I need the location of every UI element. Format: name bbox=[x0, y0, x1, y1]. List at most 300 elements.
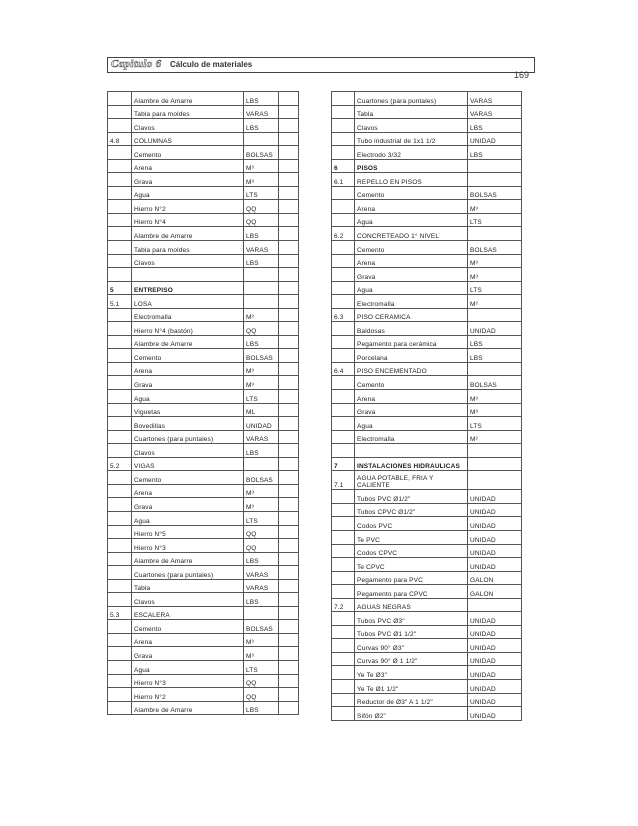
item-unit: UNIDAD bbox=[468, 530, 522, 544]
table-row bbox=[108, 92, 299, 106]
table-row bbox=[108, 254, 299, 268]
item-description: Clavos bbox=[132, 254, 244, 268]
item-description: Reductor de Ø3" A 1 1/2" bbox=[355, 693, 468, 707]
item-description: Curvas 90° Ø 1 1/2" bbox=[355, 652, 468, 666]
item-code bbox=[332, 693, 355, 707]
item-description: Grava bbox=[132, 376, 244, 390]
quantity-cell bbox=[279, 606, 299, 620]
item-description: Electromalla bbox=[132, 308, 244, 322]
item-code: 5.3 bbox=[108, 606, 132, 620]
table-row bbox=[332, 652, 522, 666]
item-description: Sifón Ø2" bbox=[355, 707, 468, 721]
table-row bbox=[108, 688, 299, 702]
quantity-cell bbox=[279, 132, 299, 146]
table-row bbox=[332, 666, 522, 680]
item-code bbox=[332, 200, 355, 214]
table-row bbox=[332, 105, 522, 119]
table-row bbox=[332, 530, 522, 544]
table-row bbox=[108, 376, 299, 390]
item-code bbox=[332, 390, 355, 404]
item-code bbox=[108, 173, 132, 187]
item-code bbox=[332, 625, 355, 639]
table-row bbox=[332, 693, 522, 707]
item-unit: LBS bbox=[468, 146, 522, 160]
table-row bbox=[332, 295, 522, 309]
table-row bbox=[108, 539, 299, 553]
item-unit: M³ bbox=[468, 403, 522, 417]
item-description: Tubos CPVC Ø1/2" bbox=[355, 503, 468, 517]
table-row bbox=[332, 132, 522, 146]
item-code: 4.8 bbox=[108, 132, 132, 146]
item-unit: GALON bbox=[468, 571, 522, 585]
item-description: PISO ENCEMENTADO bbox=[355, 362, 468, 376]
item-unit: UNIDAD bbox=[468, 652, 522, 666]
item-code bbox=[108, 593, 132, 607]
item-unit: UNIDAD bbox=[468, 490, 522, 504]
item-description: Agua bbox=[132, 660, 244, 674]
table-row bbox=[332, 213, 522, 227]
table-row bbox=[108, 105, 299, 119]
item-description: Pegamento para cerámica bbox=[355, 335, 468, 349]
item-description: Cemento bbox=[132, 349, 244, 363]
item-description: Curvas 90° Ø3" bbox=[355, 639, 468, 653]
item-code bbox=[108, 146, 132, 160]
item-description: Alambre de Amarre bbox=[132, 701, 244, 715]
table-row bbox=[332, 241, 522, 255]
item-description: Grava bbox=[132, 173, 244, 187]
table-row bbox=[108, 674, 299, 688]
item-code bbox=[332, 349, 355, 363]
item-code bbox=[108, 430, 132, 444]
item-description: Ye Te Ø1 1/2" bbox=[355, 679, 468, 693]
item-description: Electromalla bbox=[355, 295, 468, 309]
quantity-cell bbox=[279, 295, 299, 309]
item-unit: UNIDAD bbox=[468, 707, 522, 721]
quantity-cell bbox=[279, 227, 299, 241]
item-unit bbox=[244, 606, 279, 620]
item-description: Grava bbox=[132, 498, 244, 512]
quantity-cell bbox=[279, 647, 299, 661]
table-row bbox=[332, 544, 522, 558]
item-unit: BOLSAS bbox=[244, 146, 279, 160]
table-row bbox=[108, 146, 299, 160]
item-unit: LBS bbox=[244, 92, 279, 106]
item-code bbox=[332, 119, 355, 133]
item-code bbox=[332, 679, 355, 693]
table-row bbox=[332, 430, 522, 444]
quantity-cell bbox=[279, 417, 299, 431]
item-unit: VARAS bbox=[244, 579, 279, 593]
page-number: 169 bbox=[514, 70, 530, 80]
item-unit: QQ bbox=[244, 688, 279, 702]
item-unit: M³ bbox=[244, 484, 279, 498]
table-row bbox=[332, 146, 522, 160]
table-row bbox=[332, 707, 522, 721]
materials-table-right bbox=[331, 91, 522, 721]
item-unit: QQ bbox=[244, 525, 279, 539]
table-row bbox=[108, 281, 299, 295]
item-description: Tubos PVC Ø3" bbox=[355, 612, 468, 626]
table-row bbox=[108, 484, 299, 498]
item-description: Tabla bbox=[355, 105, 468, 119]
item-unit: VARAS bbox=[244, 566, 279, 580]
item-code bbox=[332, 558, 355, 572]
table-row bbox=[108, 417, 299, 431]
table-row bbox=[332, 612, 522, 626]
item-description: Cemento bbox=[355, 241, 468, 255]
table-row bbox=[332, 186, 522, 200]
table-row bbox=[332, 335, 522, 349]
item-code bbox=[108, 349, 132, 363]
quantity-cell bbox=[279, 674, 299, 688]
quantity-cell bbox=[279, 241, 299, 255]
item-unit bbox=[244, 281, 279, 295]
item-description: Hierro N°4 (bastón) bbox=[132, 322, 244, 336]
item-code: 6 bbox=[332, 159, 355, 173]
item-unit bbox=[468, 598, 522, 612]
item-description: Baldosas bbox=[355, 322, 468, 336]
item-description: Hierro N°5 bbox=[132, 525, 244, 539]
item-code bbox=[108, 552, 132, 566]
item-unit: VARAS bbox=[244, 241, 279, 255]
item-code bbox=[108, 674, 132, 688]
item-code bbox=[108, 105, 132, 119]
item-description: Cemento bbox=[132, 471, 244, 485]
item-unit: VARAS bbox=[244, 430, 279, 444]
item-code bbox=[108, 417, 132, 431]
item-description: Tubo industrial de 1x1 1/2 bbox=[355, 132, 468, 146]
quantity-cell bbox=[279, 200, 299, 214]
table-row bbox=[108, 471, 299, 485]
table-row bbox=[108, 606, 299, 620]
quantity-cell bbox=[279, 173, 299, 187]
quantity-cell bbox=[279, 525, 299, 539]
table-row bbox=[108, 227, 299, 241]
item-unit: UNIDAD bbox=[468, 612, 522, 626]
item-code bbox=[108, 471, 132, 485]
table-row bbox=[108, 159, 299, 173]
item-unit bbox=[468, 362, 522, 376]
table-row bbox=[332, 517, 522, 531]
item-unit: LBS bbox=[468, 119, 522, 133]
item-unit bbox=[244, 457, 279, 471]
item-description: Arena bbox=[132, 362, 244, 376]
table-row bbox=[332, 308, 522, 322]
item-description: COLUMNAS bbox=[132, 132, 244, 146]
item-code: 6.1 bbox=[332, 173, 355, 187]
item-unit: QQ bbox=[244, 200, 279, 214]
item-unit: ML bbox=[244, 403, 279, 417]
item-description: Pegamento para PVC bbox=[355, 571, 468, 585]
item-description: Tabla para moldes bbox=[132, 241, 244, 255]
item-unit: LBS bbox=[244, 552, 279, 566]
table-row bbox=[332, 558, 522, 572]
quantity-cell bbox=[279, 484, 299, 498]
item-unit: UNIDAD bbox=[468, 679, 522, 693]
item-description: Arena bbox=[355, 390, 468, 404]
quantity-cell bbox=[279, 335, 299, 349]
item-description: PISOS bbox=[355, 159, 468, 173]
item-code bbox=[108, 525, 132, 539]
table-row bbox=[108, 620, 299, 634]
table-row bbox=[108, 132, 299, 146]
item-unit: BOLSAS bbox=[244, 620, 279, 634]
page-subtitle: Cálculo de materiales bbox=[170, 60, 253, 69]
item-code bbox=[108, 200, 132, 214]
table-row bbox=[108, 444, 299, 458]
item-code bbox=[108, 688, 132, 702]
item-unit: M² bbox=[244, 308, 279, 322]
quantity-cell bbox=[279, 444, 299, 458]
item-code bbox=[332, 281, 355, 295]
item-code: 6.2 bbox=[332, 227, 355, 241]
item-code bbox=[332, 612, 355, 626]
item-code bbox=[332, 430, 355, 444]
table-row bbox=[332, 403, 522, 417]
quantity-cell bbox=[279, 105, 299, 119]
item-description: Agua bbox=[132, 511, 244, 525]
quantity-cell bbox=[279, 92, 299, 106]
table-row bbox=[332, 625, 522, 639]
item-code: 5 bbox=[108, 281, 132, 295]
table-row bbox=[332, 268, 522, 282]
quantity-cell bbox=[279, 146, 299, 160]
item-code bbox=[108, 268, 132, 282]
quantity-cell bbox=[279, 633, 299, 647]
item-description: Agua bbox=[355, 417, 468, 431]
table-row bbox=[332, 376, 522, 390]
item-unit: UNIDAD bbox=[468, 544, 522, 558]
item-code bbox=[108, 213, 132, 227]
quantity-cell bbox=[279, 119, 299, 133]
item-code bbox=[108, 484, 132, 498]
item-unit: LBS bbox=[244, 335, 279, 349]
table-row bbox=[332, 362, 522, 376]
item-unit bbox=[468, 308, 522, 322]
table-row bbox=[108, 647, 299, 661]
item-description: REPELLO EN PISOS bbox=[355, 173, 468, 187]
table-row bbox=[108, 660, 299, 674]
table-row bbox=[332, 598, 522, 612]
item-unit: M³ bbox=[468, 390, 522, 404]
item-code bbox=[332, 241, 355, 255]
item-unit bbox=[468, 444, 522, 458]
item-code bbox=[332, 335, 355, 349]
item-description: Agua bbox=[132, 186, 244, 200]
item-description: VIGAS bbox=[132, 457, 244, 471]
quantity-cell bbox=[279, 322, 299, 336]
item-unit: LBS bbox=[468, 335, 522, 349]
table-row bbox=[332, 585, 522, 599]
item-description: Cemento bbox=[355, 186, 468, 200]
item-unit: UNIDAD bbox=[468, 132, 522, 146]
item-unit: UNIDAD bbox=[468, 625, 522, 639]
item-code bbox=[108, 254, 132, 268]
table-row bbox=[108, 362, 299, 376]
item-description: Hierro N°2 bbox=[132, 688, 244, 702]
item-unit: UNIDAD bbox=[468, 666, 522, 680]
item-unit: M³ bbox=[244, 362, 279, 376]
table-row bbox=[332, 679, 522, 693]
quantity-cell bbox=[279, 552, 299, 566]
item-description: Cuartones (para puntales) bbox=[132, 430, 244, 444]
item-code bbox=[108, 660, 132, 674]
item-unit: UNIDAD bbox=[468, 639, 522, 653]
item-unit: LBS bbox=[244, 593, 279, 607]
materials-table-left bbox=[107, 91, 299, 715]
item-unit: M³ bbox=[244, 173, 279, 187]
quantity-cell bbox=[279, 566, 299, 580]
quantity-cell bbox=[279, 688, 299, 702]
table-row bbox=[332, 254, 522, 268]
item-code bbox=[108, 322, 132, 336]
table-row bbox=[332, 159, 522, 173]
table-row bbox=[332, 227, 522, 241]
table-row bbox=[108, 566, 299, 580]
item-unit: LBS bbox=[244, 444, 279, 458]
item-unit: LBS bbox=[244, 701, 279, 715]
item-code bbox=[108, 159, 132, 173]
item-unit: QQ bbox=[244, 674, 279, 688]
item-description: Clavos bbox=[355, 119, 468, 133]
item-description: Electromalla bbox=[355, 430, 468, 444]
table-row bbox=[332, 490, 522, 504]
item-unit bbox=[468, 227, 522, 241]
table-row bbox=[332, 457, 522, 471]
item-description: Tubos PVC Ø1/2" bbox=[355, 490, 468, 504]
item-description bbox=[355, 444, 468, 458]
quantity-cell bbox=[279, 390, 299, 404]
table-row bbox=[108, 119, 299, 133]
item-code bbox=[332, 417, 355, 431]
item-description: Grava bbox=[132, 647, 244, 661]
table-row bbox=[108, 579, 299, 593]
item-unit: LTS bbox=[244, 511, 279, 525]
table-row bbox=[332, 349, 522, 363]
item-code bbox=[108, 566, 132, 580]
item-code bbox=[332, 132, 355, 146]
quantity-cell bbox=[279, 660, 299, 674]
item-code bbox=[108, 390, 132, 404]
item-unit: M³ bbox=[468, 200, 522, 214]
table-row bbox=[108, 213, 299, 227]
item-unit: BOLSAS bbox=[468, 376, 522, 390]
item-description: Cemento bbox=[132, 620, 244, 634]
item-description: Alambre de Amarre bbox=[132, 335, 244, 349]
item-description: ENTREPISO bbox=[132, 281, 244, 295]
item-code bbox=[332, 92, 355, 106]
item-unit: BOLSAS bbox=[244, 471, 279, 485]
item-description: Clavos bbox=[132, 119, 244, 133]
item-unit: LTS bbox=[244, 390, 279, 404]
item-unit bbox=[244, 268, 279, 282]
quantity-cell bbox=[279, 213, 299, 227]
quantity-cell bbox=[279, 511, 299, 525]
item-code bbox=[332, 490, 355, 504]
item-unit: QQ bbox=[244, 213, 279, 227]
item-unit: UNIDAD bbox=[468, 517, 522, 531]
item-unit: LTS bbox=[244, 660, 279, 674]
item-unit: M³ bbox=[244, 376, 279, 390]
quantity-cell bbox=[279, 186, 299, 200]
item-code bbox=[108, 308, 132, 322]
item-unit: M³ bbox=[244, 647, 279, 661]
item-code bbox=[332, 254, 355, 268]
item-code bbox=[332, 105, 355, 119]
item-description: Hierro N°4 bbox=[132, 213, 244, 227]
quantity-cell bbox=[279, 254, 299, 268]
quantity-cell bbox=[279, 539, 299, 553]
item-unit bbox=[468, 173, 522, 187]
item-code bbox=[108, 633, 132, 647]
table-row bbox=[108, 322, 299, 336]
item-description: Alambre de Amarre bbox=[132, 92, 244, 106]
item-code bbox=[108, 444, 132, 458]
table-row bbox=[108, 349, 299, 363]
item-description: Pegamento para CPVC bbox=[355, 585, 468, 599]
item-description: Agua bbox=[355, 281, 468, 295]
table-row bbox=[108, 268, 299, 282]
item-description: Ye Te Ø3" bbox=[355, 666, 468, 680]
item-unit: BOLSAS bbox=[468, 186, 522, 200]
item-code bbox=[108, 539, 132, 553]
table-row bbox=[108, 633, 299, 647]
table-row bbox=[108, 403, 299, 417]
item-code bbox=[332, 585, 355, 599]
item-code bbox=[108, 620, 132, 634]
table-row bbox=[332, 390, 522, 404]
quantity-cell bbox=[279, 281, 299, 295]
quantity-cell bbox=[279, 159, 299, 173]
table-row bbox=[108, 498, 299, 512]
table-row bbox=[108, 390, 299, 404]
item-code bbox=[108, 186, 132, 200]
table-row bbox=[332, 281, 522, 295]
item-description: Agua bbox=[132, 390, 244, 404]
quantity-cell bbox=[279, 620, 299, 634]
item-unit: M³ bbox=[468, 268, 522, 282]
item-description: Arena bbox=[355, 254, 468, 268]
item-code bbox=[332, 530, 355, 544]
item-code bbox=[108, 92, 132, 106]
quantity-cell bbox=[279, 403, 299, 417]
item-unit: M² bbox=[468, 430, 522, 444]
item-code bbox=[108, 403, 132, 417]
item-code bbox=[332, 666, 355, 680]
item-description: Arena bbox=[355, 200, 468, 214]
item-code bbox=[108, 119, 132, 133]
table-row bbox=[108, 200, 299, 214]
item-description: Te CPVC bbox=[355, 558, 468, 572]
item-description: CONCRETEADO 1° NIVEL bbox=[355, 227, 468, 241]
table-row bbox=[332, 200, 522, 214]
item-code: 5.1 bbox=[108, 295, 132, 309]
item-unit: UNIDAD bbox=[468, 693, 522, 707]
table-row bbox=[332, 417, 522, 431]
table-row bbox=[332, 173, 522, 187]
item-code bbox=[108, 335, 132, 349]
table-row bbox=[108, 593, 299, 607]
item-description: Arena bbox=[132, 484, 244, 498]
item-code bbox=[332, 295, 355, 309]
item-code bbox=[108, 227, 132, 241]
item-description: Alambre de Amarre bbox=[132, 227, 244, 241]
item-description: Hierro N°3 bbox=[132, 539, 244, 553]
item-description: Hierro N°2 bbox=[132, 200, 244, 214]
item-code: 6.3 bbox=[332, 308, 355, 322]
item-description: AGUA POTABLE, FRIA Y CALIENTE bbox=[355, 471, 468, 490]
item-description bbox=[132, 268, 244, 282]
